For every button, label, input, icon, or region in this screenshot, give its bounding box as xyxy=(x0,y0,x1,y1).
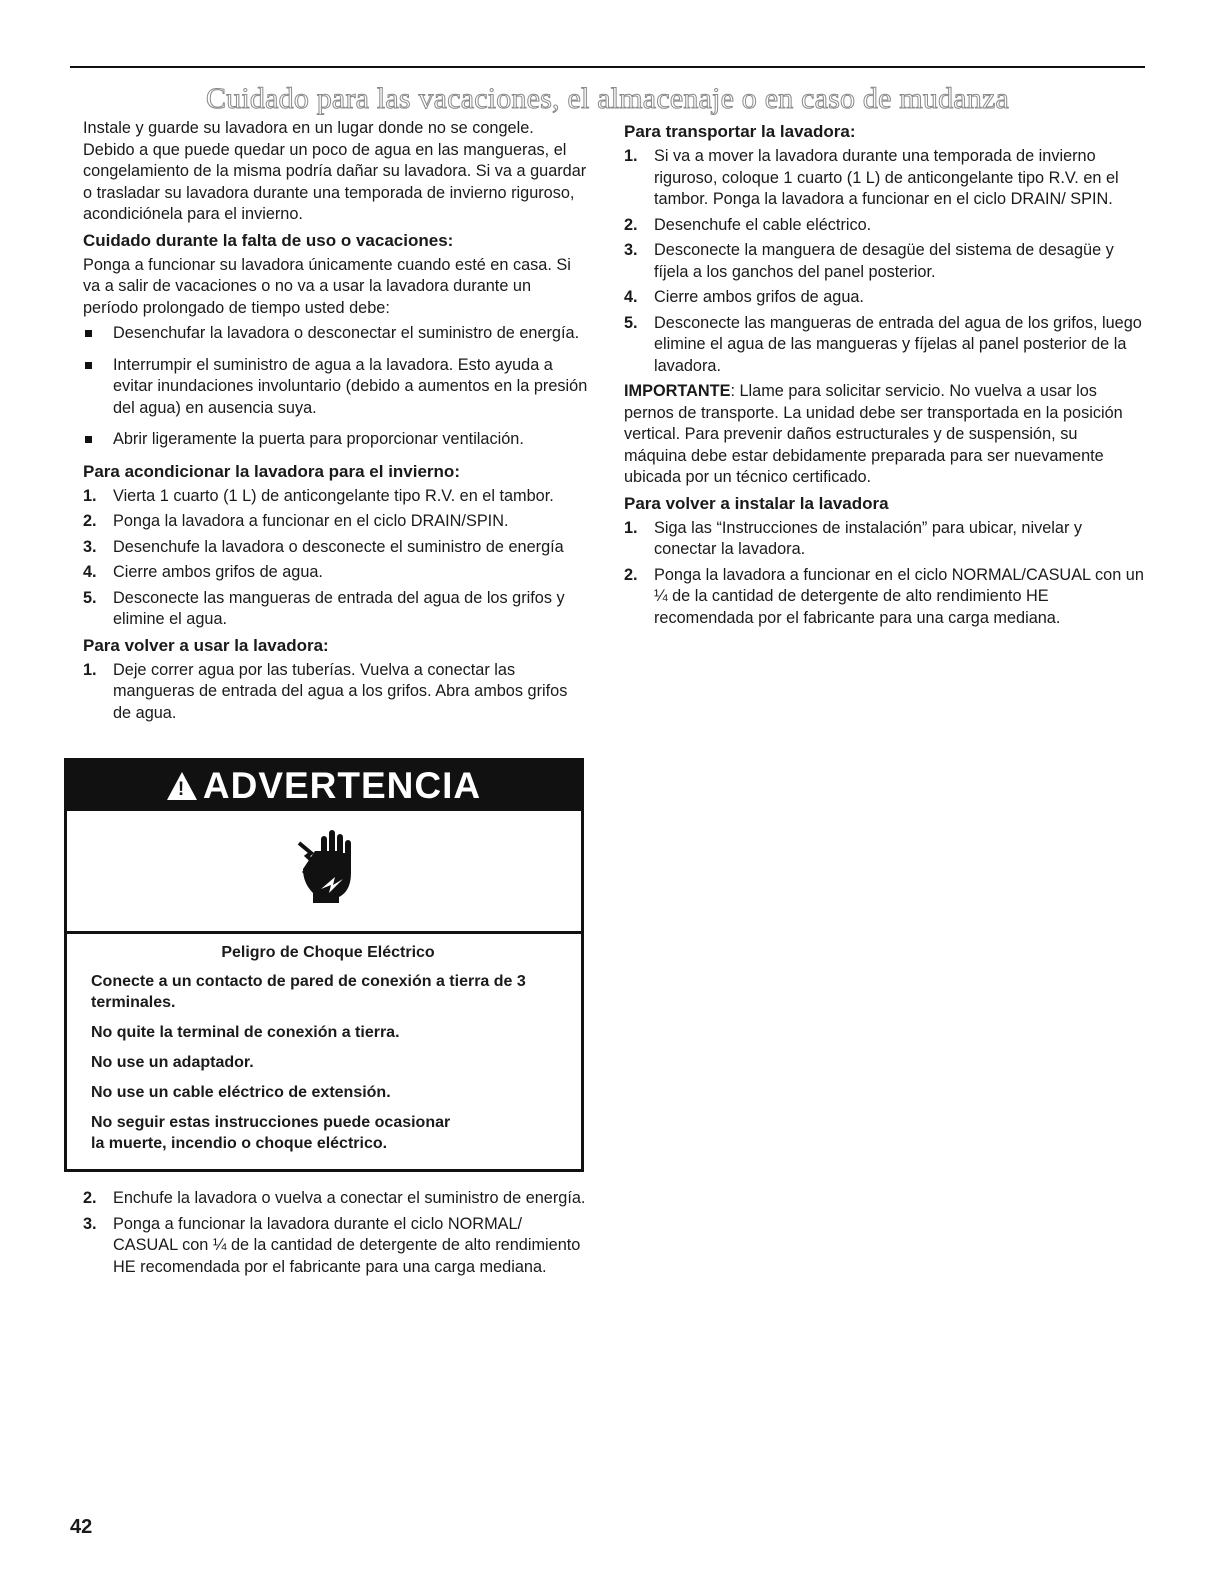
list-item xyxy=(624,518,1144,561)
right-column xyxy=(624,118,1144,633)
importante-text: : Llame para solicitar servicio. No vuelva a usar los pernos de transporte. La unidad debe ser transportada en la posición vertical. Para prevenir daños estructurales y de suspensión, su máquina debe estar debidamente preparada para ser nuevamente ubicada por un técnico certificado. xyxy=(624,382,1123,486)
heading-transportar: Para transportar la lavadora: xyxy=(624,122,856,141)
invierno-steps xyxy=(83,486,588,631)
list-item xyxy=(83,1188,588,1210)
heading-volver-usar: Para volver a usar la lavadora: xyxy=(83,635,329,655)
list-item xyxy=(624,565,1144,630)
warning-line: No use un cable eléctrico de extensión. xyxy=(91,1084,391,1101)
importante-paragraph xyxy=(624,381,1144,489)
warning-header-text: ADVERTENCIA xyxy=(202,765,482,806)
step-number: 1. xyxy=(624,147,638,165)
step-text: Vierta 1 cuarto (1 L) de anticongelante tipo R.V. en el tambor. xyxy=(113,486,554,505)
list-item xyxy=(624,146,1144,211)
list-item xyxy=(83,486,588,508)
square-bullet-icon xyxy=(85,436,92,443)
warning-text xyxy=(67,934,581,1154)
square-bullet-icon xyxy=(85,362,92,369)
list-item xyxy=(83,660,588,725)
step-number: 3. xyxy=(624,241,638,259)
top-rule xyxy=(70,66,1145,68)
reinstalar-steps xyxy=(624,518,1144,630)
step-number: 2. xyxy=(83,1189,97,1207)
step-text: Desconecte las mangueras de entrada del agua de los grifos y elimine el agua. xyxy=(113,588,565,628)
step-text: Desenchufe la lavadora o desconecte el suministro de energía xyxy=(113,537,564,556)
vacaciones-list xyxy=(83,323,588,451)
transportar-steps xyxy=(624,146,1144,377)
step-number: 5. xyxy=(624,313,638,332)
step-number: 2. xyxy=(624,215,638,234)
step-number: 3. xyxy=(83,537,97,556)
list-item xyxy=(83,562,588,584)
step-text: Ponga la lavadora a funcionar en el ciclo DRAIN/SPIN. xyxy=(113,512,509,530)
step-number: 4. xyxy=(624,288,638,306)
step-number: 4. xyxy=(83,563,97,581)
list-item xyxy=(624,240,1144,283)
heading-vacaciones: Cuidado durante la falta de uso o vacaciones: xyxy=(83,230,454,250)
list-item-text: Interrumpir el suministro de agua a la lavadora. Esto ayuda a evitar inundaciones involuntario (debido a aumentos en la presión del agua) en ausencia suya. xyxy=(113,355,588,417)
warning-header xyxy=(67,761,581,811)
step-number: 1. xyxy=(83,486,97,505)
step-number: 2. xyxy=(624,565,638,584)
warning-box xyxy=(64,758,584,1172)
step-text: Desconecte la manguera de desagüe del sistema de desagüe y fíjela a los ganchos del panel posterior. xyxy=(654,241,1114,281)
warning-triangle-icon xyxy=(167,772,197,800)
warning-icon-area xyxy=(67,811,581,934)
volver-usar-steps-continued xyxy=(83,1188,588,1278)
step-text: Ponga la lavadora a funcionar en el ciclo NORMAL/CASUAL con un ¼ de la cantidad de detergente de alto rendimiento HE recomendada por el fabricante para una carga mediana. xyxy=(654,565,1144,627)
page-title: Cuidado para las vacaciones, el almacenaje o en caso de mudanza xyxy=(205,82,1010,115)
step-text: Desenchufe el cable eléctrico. xyxy=(654,215,872,234)
vacaciones-paragraph: Ponga a funcionar su lavadora únicamente cuando esté en casa. Si va a salir de vacaciones o no va a usar la lavadora durante un período prolongado de tiempo usted debe: xyxy=(83,255,571,317)
step-number: 1. xyxy=(624,518,638,537)
list-item xyxy=(83,355,588,420)
square-bullet-icon xyxy=(85,330,92,337)
warning-final-line-2: la muerte, incendio o choque eléctrico. xyxy=(91,1135,388,1152)
list-item-text: Desenchufar la lavadora o desconectar el suministro de energía. xyxy=(113,324,580,342)
step-number: 1. xyxy=(83,660,97,679)
warning-line: No quite la terminal de conexión a tierra. xyxy=(91,1024,400,1041)
step-number: 2. xyxy=(83,512,97,530)
list-item xyxy=(83,588,588,631)
step-number: 5. xyxy=(83,588,97,607)
step-text: Si va a mover la lavadora durante una temporada de invierno riguroso, coloque 1 cuarto (1 L) de anticongelante tipo R.V. en el tambor. Ponga la lavadora a funcionar en el ciclo DRAIN/ SPIN. xyxy=(654,147,1119,208)
step-text: Desconecte las mangueras de entrada del agua de los grifos, luego elimine el agua de las mangueras y fíjelas al panel posterior de la lavadora. xyxy=(654,313,1142,375)
step-text: Cierre ambos grifos de agua. xyxy=(113,563,323,581)
heading-invierno: Para acondicionar la lavadora para el invierno: xyxy=(83,461,460,481)
volver-usar-steps xyxy=(83,660,588,725)
step-text: Deje correr agua por las tuberías. Vuelva a conectar las mangueras de entrada del agua a los grifos. Abra ambos grifos de agua. xyxy=(113,660,568,722)
list-item-text: Abrir ligeramente la puerta para proporcionar ventilación. xyxy=(113,430,524,448)
step-text: Cierre ambos grifos de agua. xyxy=(654,288,864,306)
step-text: Siga las “Instrucciones de instalación” para ubicar, nivelar y conectar la lavadora. xyxy=(654,518,1083,558)
list-item xyxy=(83,1214,588,1279)
list-item xyxy=(624,313,1144,378)
step-number: 3. xyxy=(83,1214,97,1233)
left-column-continued xyxy=(83,1188,588,1282)
warning-line: Conecte a un contacto de pared de conexión a tierra de 3 terminales. xyxy=(91,973,526,1011)
list-item xyxy=(83,537,588,559)
step-text: Enchufe la lavadora o vuelva a conectar el suministro de energía. xyxy=(113,1189,586,1207)
intro-paragraph: Instale y guarde su lavadora en un lugar donde no se congele. Debido a que puede quedar un poco de agua en las mangueras, el congelamiento de la misma podría dañar su lavadora. Si va a guardar o trasladar su lavadora durante una temporada de invierno riguroso, acondiciónela para el invierno. xyxy=(83,119,587,223)
page-number: 42 xyxy=(70,1516,93,1538)
list-item xyxy=(83,429,588,451)
list-item xyxy=(83,511,588,533)
list-item xyxy=(83,323,588,345)
warning-line: No use un adaptador. xyxy=(91,1054,254,1071)
list-item xyxy=(624,215,1144,237)
list-item xyxy=(624,287,1144,309)
left-column xyxy=(83,118,588,728)
step-text: Ponga a funcionar la lavadora durante el ciclo NORMAL/ CASUAL con ¼ de la cantidad de detergente de alto rendimiento HE recomendada por el fabricante para una carga mediana. xyxy=(113,1214,581,1276)
heading-reinstalar: Para volver a instalar la lavadora xyxy=(624,493,889,513)
importante-label: IMPORTANTE xyxy=(624,382,731,400)
warning-title: Peligro de Choque Eléctrico xyxy=(221,944,435,961)
warning-final-line-1: No seguir estas instrucciones puede ocasionar xyxy=(91,1114,451,1131)
electric-shock-hand-icon xyxy=(277,823,377,923)
warning-final xyxy=(91,1112,565,1154)
